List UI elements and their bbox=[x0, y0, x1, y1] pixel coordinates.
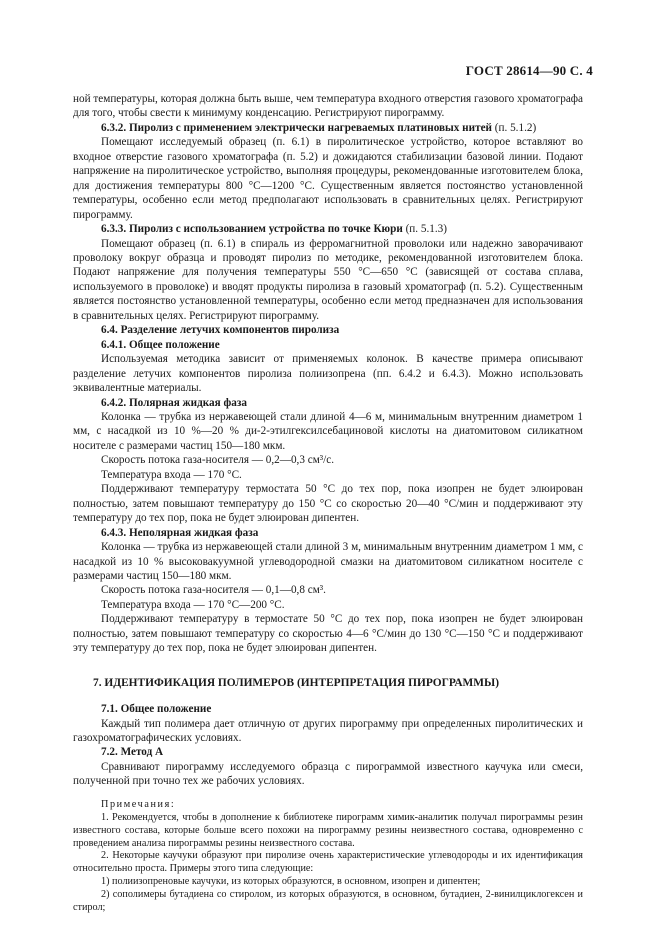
paragraph: Колонка — трубка из нержавеющей стали длиной 4—6 м, минимальным внутренним диаметром 1 мм, с насадкой из 10 %—20 % ди-2-этилгексилсебациновой кислоты на диатомитовом силикатном носителе с размерами частиц 150—180 мкм. bbox=[73, 410, 583, 452]
note-item: 1. Рекомендуется, чтобы в дополнение к библиотеке пирограмм химик-аналитик получал пирограммы резин известного состава, которые больше всего похожи на пирограмму резины неизвестного состава, одновременно с проведением анализа пирограммы резины неизвестного состава. bbox=[73, 811, 583, 849]
paragraph: Поддерживают температуру термостата 50 °С до тех пор, пока изопрен не будет элюирован полностью, затем повышают температуру до 150 °С со скоростью 20—40 °С/мин и поддерживают эту температуру до тех пор, пока не будет элюирован дипентен. bbox=[73, 483, 583, 525]
note-subitem: 2) сополимеры бутадиена со стиролом, из которых образуются, в основном, бутадиен, 2-винилциклогексен и стирол; bbox=[73, 889, 583, 914]
heading-reference: (п. 5.1.2) bbox=[491, 121, 537, 134]
paragraph: Скорость потока газа-носителя — 0,2—0,3 см³/с. bbox=[101, 454, 335, 467]
subsection-heading-6-3-2 bbox=[73, 121, 583, 135]
paragraph: Используемая методика зависит от применяемых колонок. В качестве примера описывают разделение летучих компонентов пиролиза полиизопрена (пп. 6.4.2 и 6.4.3). Можно использовать эквивалентные материалы. bbox=[73, 353, 583, 395]
paragraph: Сравнивают пирограмму исследуемого образца с пирограммой известного каучука или смеси, полученной при точно тех же рабочих условиях. bbox=[73, 760, 583, 788]
paragraph: Скорость потока газа-носителя — 0,1—0,8 см³. bbox=[101, 584, 326, 597]
section-heading-6-4: 6.4. Разделение летучих компонентов пиролиза bbox=[101, 324, 340, 337]
paragraph: Температура входа — 170 °С. bbox=[101, 468, 242, 481]
section-heading-7: 7. ИДЕНТИФИКАЦИЯ ПОЛИМЕРОВ (ИНТЕРПРЕТАЦИЯ ПИРОГРАММЫ) bbox=[93, 676, 500, 689]
note-item: 2. Некоторые каучуки образуют при пиролизе очень характеристические углеводороды и их идентификация относительно проста. Примеры этого типа следующие: bbox=[73, 850, 583, 875]
page-header: ГОСТ 28614—90 С. 4 bbox=[465, 63, 593, 78]
paragraph: ной температуры, которая должна быть выше, чем температура входного отверстия газового хроматографа для того, чтобы свести к минимуму конденсацию. Регистрируют пирограмму. bbox=[73, 93, 583, 120]
paragraph: Помещают исследуемый образец (п. 6.1) в пиролитическое устройство, которое вставляют во входное отверстие газового хроматографа (п. 5.2) и дожидаются стабилизации базовой линии. Подают напряжение на пиролитическое устройство, выполняя процедуры, рекомендованные изготовителем блока, для достижения температуры 800 °С—1200 °С. Существенным является постоянство установленной температуры, особенно если метод предполагают использовать в сравнительных целях. Регистрируют пирограмму. bbox=[73, 136, 583, 221]
heading-text: 6.3.3. Пиролиз с использованием устройства по точке Кюри bbox=[101, 223, 403, 236]
notes-block bbox=[73, 799, 583, 915]
subsection-heading-6-4-1: 6.4.1. Общее положение bbox=[101, 338, 220, 351]
paragraph: Поддерживают температуру в термостате 50 °С до тех пор, пока изопрен не будет элюирован полностью, затем повышают температуру со скоростью 4—6 °С/мин до 130 °С—150 °С и поддерживают эту температуру до тех пор, пока не будет элюирован дипентен. bbox=[73, 613, 583, 655]
heading-reference: (п. 5.1.3) bbox=[402, 223, 447, 236]
main-text bbox=[73, 92, 583, 915]
subsection-heading-6-4-2: 6.4.2. Полярная жидкая фаза bbox=[101, 396, 247, 409]
note-subitem: 1) полиизопреновые каучуки, из которых образуются, в основном, изопрен и дипентен; bbox=[101, 876, 481, 888]
subsection-heading-7-2: 7.2. Метод А bbox=[101, 746, 164, 759]
heading-text: 6.3.2. Пиролиз с применением электрически нагреваемых платиновых нитей bbox=[101, 121, 492, 134]
subsection-heading-6-3-3 bbox=[73, 222, 583, 236]
paragraph: Колонка — трубка из нержавеющей стали длиной 3 м, минимальным внутренним диаметром 1 мм, с насадкой из 10 % высоковакуумной углеводородной смазки на диатомитовом силикатном носителе с размерами частиц 150—180 мкм. bbox=[73, 541, 583, 582]
subsection-heading-6-4-3: 6.4.3. Неполярная жидкая фаза bbox=[101, 526, 259, 539]
paragraph: Помещают образец (п. 6.1) в спираль из ферромагнитной проволоки или надежно заворачивают проволоку вокруг образца и проводят пиролиз по методике, рекомендованной изготовителем блока. Подают напряжение для получения температуры 550 °С—650 °С (зависящей от состава сплава, используемого в проволоке) и вводят продукты пиролиза в газовый хроматограф (п. 5.2). Существенным является постоянство установленной температуры, особенно если метод предназначен для использования в сравнительных целях. Регистрируют пирограмму. bbox=[73, 237, 583, 322]
subsection-heading-7-1: 7.1. Общее положение bbox=[101, 703, 212, 716]
paragraph: Каждый тип полимера дает отличную от других пирограмму при определенных пиролитических и газохроматографических условиях. bbox=[73, 717, 583, 745]
notes-title: Примечания: bbox=[101, 798, 176, 810]
paragraph: Температура входа — 170 °С—200 °С. bbox=[101, 598, 285, 611]
